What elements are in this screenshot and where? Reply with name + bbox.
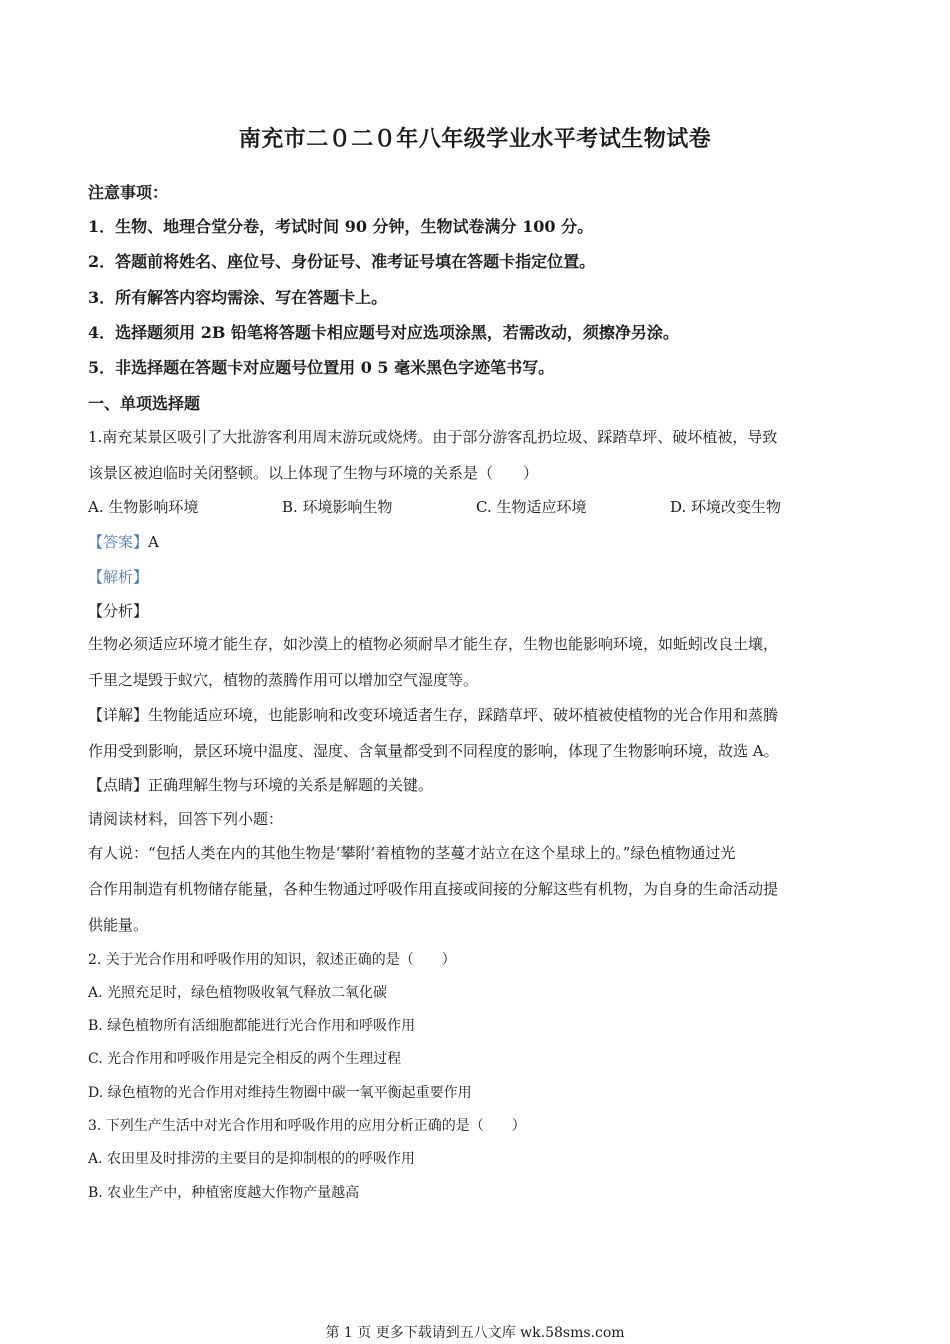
analysis-label: 【解析】 xyxy=(88,568,149,586)
q3-option-a: A. 农田里及时排涝的主要目的是抑制根的的呼吸作用 xyxy=(88,1151,416,1167)
material-line-1: 有人说：“包括人类在内的其他生物是‘攀附’着植物的茎蔓才站立在这个星球上的。”绿色植物通过光 xyxy=(88,844,736,862)
tip-line xyxy=(88,774,433,795)
detail-label: 【详解】 xyxy=(88,706,149,724)
page-footer: 第 1 页 更多下载请到五八文库 wk.58sms.com xyxy=(325,1325,625,1341)
tip-label: 【点睛】 xyxy=(88,776,149,794)
q1-option-a: A. 生物影响环境 xyxy=(88,498,199,516)
notice-heading: 注意事项： xyxy=(88,183,169,202)
notice-item-1: 1．生物、地理合堂分卷，考试时间 90 分钟，生物试卷满分 100 分。 xyxy=(88,217,594,236)
detail-line-1 xyxy=(88,704,778,725)
material-intro: 请阅读材料，回答下列小题： xyxy=(88,810,284,828)
q3-option-b: B. 农业生产中，种植密度越大作物产量越高 xyxy=(88,1185,360,1201)
q2-option-c: C. 光合作用和呼吸作用是完全相反的两个生理过程 xyxy=(88,1051,402,1067)
fenxi-line-2: 千里之堤毁于蚁穴，植物的蒸腾作用可以增加空气湿度等。 xyxy=(88,671,479,689)
material-line-3: 供能量。 xyxy=(88,916,149,934)
q1-option-c: C. 生物适应环境 xyxy=(476,498,587,516)
q1-option-d: D. 环境改变生物 xyxy=(670,498,782,516)
q2-option-b: B. 绿色植物所有活细胞都能进行光合作用和呼吸作用 xyxy=(88,1018,416,1034)
q3-stem: 3. 下列生产生活中对光合作用和呼吸作用的应用分析正确的是（ ） xyxy=(88,1118,526,1134)
q1-answer xyxy=(88,531,159,552)
fenxi-label: 【分析】 xyxy=(88,602,149,620)
notice-item-3: 3．所有解答内容均需涂、写在答题卡上。 xyxy=(88,288,388,307)
q2-stem: 2. 关于光合作用和呼吸作用的知识，叙述正确的是（ ） xyxy=(88,952,456,968)
notice-item-5: 5．非选择题在答题卡对应题号位置用 0 5 毫米黑色字迹笔书写。 xyxy=(88,358,555,377)
detail-line-2: 作用受到影响，景区环境中温度、湿度、含氧量都受到不同程度的影响，体现了生物影响环境，故选 A。 xyxy=(88,742,779,760)
answer-value: A xyxy=(148,533,159,551)
q1-stem-line-1: 1.南充某景区吸引了大批游客利用周末游玩或烧烤。由于部分游客乱扔垃圾、踩踏草坪、破坏植被，导致 xyxy=(88,428,778,446)
notice-item-4: 4．选择题须用 2B 铅笔将答题卡相应题号对应选项涂黑，若需改动，须擦净另涂。 xyxy=(88,323,679,342)
page-title: 南充市二０二０年八年级学业水平考试生物试卷 xyxy=(238,126,712,152)
answer-label: 【答案】 xyxy=(88,533,149,551)
material-line-2: 合作用制造有机物储存能量，各种生物通过呼吸作用直接或间接的分解这些有机物，为自身的生命活动提 xyxy=(88,880,779,898)
detail-text-1: 生物能适应环境，也能影响和改变环境适者生存，踩踏草坪、破坏植被使植物的光合作用和蒸腾 xyxy=(148,706,779,724)
q2-option-d: D. 绿色植物的光合作用对维持生物圈中碳一氧平衡起重要作用 xyxy=(88,1085,472,1101)
section-heading: 一、单项选择题 xyxy=(88,394,201,413)
q1-stem-line-2: 该景区被迫临时关闭整顿。以上体现了生物与环境的关系是（ ） xyxy=(88,464,539,482)
notice-item-2: 2．答题前将姓名、座位号、身份证号、准考证号填在答题卡指定位置。 xyxy=(88,252,596,271)
q2-option-a: A. 光照充足时，绿色植物吸收氧气释放二氧化碳 xyxy=(88,985,388,1001)
fenxi-line-1: 生物必须适应环境才能生存，如沙漠上的植物必须耐旱才能生存，生物也能影响环境，如蚯蚓改良土壤， xyxy=(88,635,779,653)
tip-text: 正确理解生物与环境的关系是解题的关键。 xyxy=(148,776,434,794)
q1-option-b: B. 环境影响生物 xyxy=(282,498,393,516)
